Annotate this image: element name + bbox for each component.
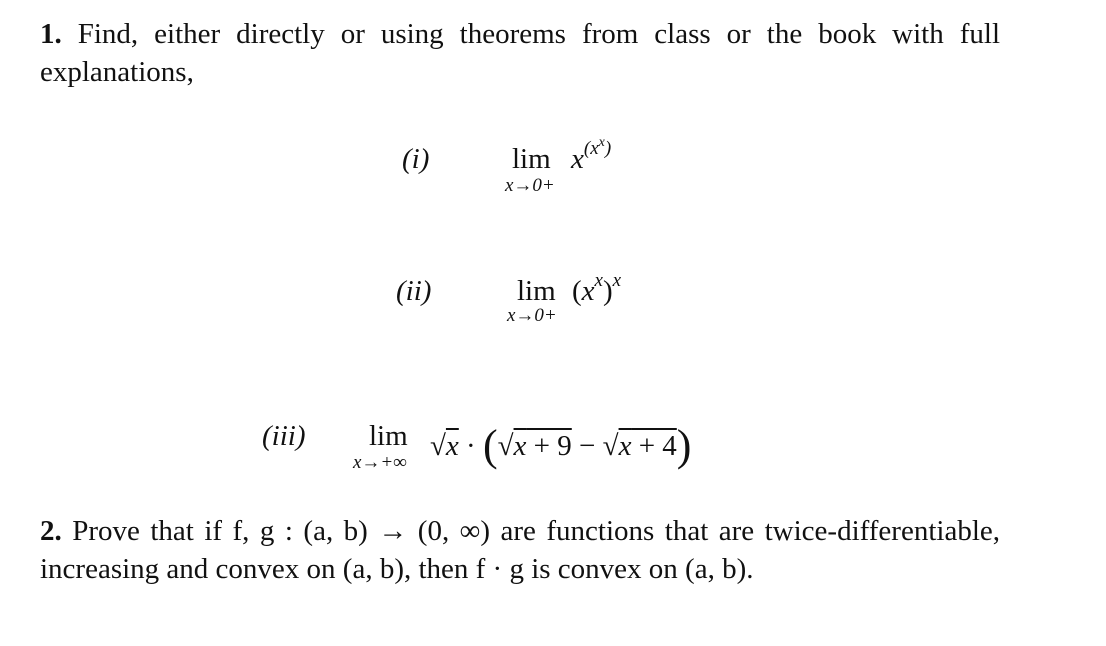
limit-1-lim: lim	[512, 143, 551, 175]
limit-3-label: (iii)	[262, 420, 306, 452]
limit-1-subscript: x→0+	[505, 175, 555, 196]
limit-3-lim: lim	[369, 420, 408, 452]
problem-2-number: 2.	[40, 515, 62, 547]
problem-2-text: Prove that if f, g : (a, b) → (0, ∞) are functions that are twice-differentiable, increasing and convex on (a, b), then f · g is convex on (a, b).	[40, 515, 1000, 585]
limit-2-subscript: x→0+	[507, 305, 557, 326]
problem-2	[40, 512, 1000, 588]
limit-2-lim: lim	[517, 275, 556, 307]
problem-1-text: Find, either directly or using theorems from class or the book with full explanations,	[40, 18, 1000, 88]
limit-3-subscript: x→+∞	[353, 452, 407, 473]
problem-1	[40, 15, 1000, 91]
problem-1-number: 1.	[40, 18, 62, 50]
limit-2-expression: $(x^x)^x$	[572, 270, 622, 307]
limit-1-expression: $x^{(x^x)}$	[571, 135, 612, 175]
limit-1-label: (i)	[402, 143, 430, 175]
limit-3-expression: √x · (√x + 9 − √x + 4)	[430, 421, 692, 470]
limit-2-label: (ii)	[396, 275, 432, 307]
